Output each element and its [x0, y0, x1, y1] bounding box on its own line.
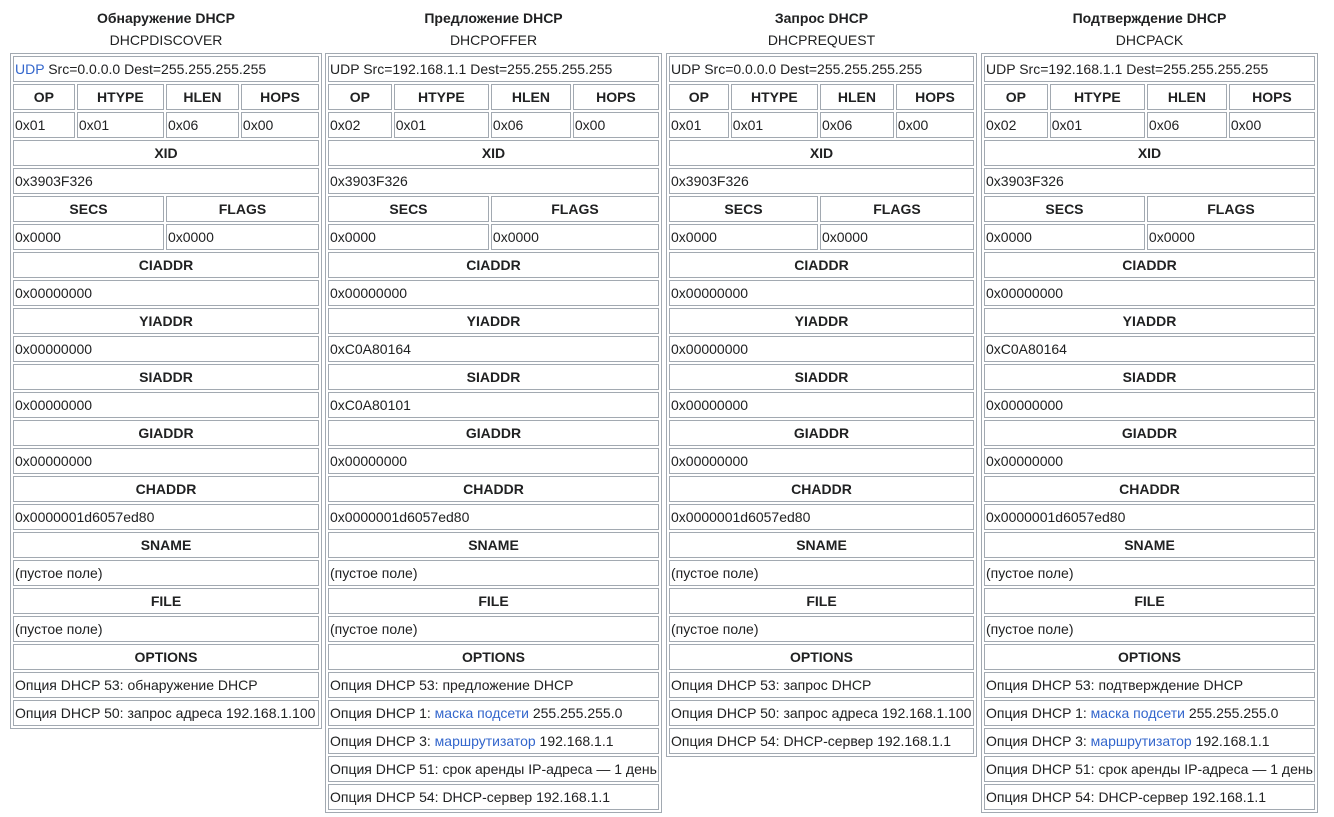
option-link[interactable]: маска подсети: [1090, 705, 1185, 721]
option-row: [669, 728, 974, 754]
packet-subtitle: DHCPREQUEST: [767, 32, 876, 48]
secs-header: SECS: [13, 196, 164, 222]
packet-caption: [325, 7, 662, 51]
hlen-header: HLEN: [1147, 84, 1227, 110]
ciaddr-header: CIADDR: [669, 252, 974, 278]
udp-addresses: UDP Src=0.0.0.0 Dest=255.255.255.255: [671, 61, 923, 77]
secs-value: 0x0000: [984, 224, 1145, 250]
secs-header: SECS: [669, 196, 818, 222]
option-text: Опция DHCP 1:: [986, 705, 1091, 721]
ciaddr-header: CIADDR: [13, 252, 319, 278]
option-row: [328, 728, 659, 754]
yiaddr-header: YIADDR: [13, 308, 319, 334]
udp-addresses: UDP Src=192.168.1.1 Dest=255.255.255.255: [330, 61, 613, 77]
file-header: FILE: [328, 588, 659, 614]
hlen-header: HLEN: [820, 84, 894, 110]
htype-header: HTYPE: [1050, 84, 1145, 110]
flags-value: 0x0000: [1147, 224, 1315, 250]
htype-value: 0x01: [1050, 112, 1145, 138]
packet-dhcpdiscover: [10, 0, 322, 729]
hlen-header: HLEN: [166, 84, 239, 110]
siaddr-value: 0xC0A80101: [328, 392, 659, 418]
flags-header: FLAGS: [166, 196, 319, 222]
hops-header: HOPS: [1229, 84, 1315, 110]
flags-value: 0x0000: [491, 224, 659, 250]
xid-value: 0x3903F326: [13, 168, 319, 194]
secs-value: 0x0000: [669, 224, 818, 250]
option-row: [669, 672, 974, 698]
ciaddr-value: 0x00000000: [13, 280, 319, 306]
options-header: OPTIONS: [669, 644, 974, 670]
ciaddr-header: CIADDR: [328, 252, 659, 278]
option-row: [669, 700, 974, 726]
secs-header: SECS: [984, 196, 1145, 222]
yiaddr-value: 0xC0A80164: [984, 336, 1315, 362]
option-text: Опция DHCP 54: DHCP-сервер 192.168.1.1: [986, 789, 1267, 805]
xid-value: 0x3903F326: [984, 168, 1315, 194]
flags-header: FLAGS: [1147, 196, 1315, 222]
options-header: OPTIONS: [328, 644, 659, 670]
option-link[interactable]: маршрутизатор: [1090, 733, 1192, 749]
sname-value: (пустое поле): [984, 560, 1315, 586]
yiaddr-header: YIADDR: [669, 308, 974, 334]
option-row: [13, 672, 319, 698]
option-row: [328, 784, 659, 810]
op-value: 0x02: [328, 112, 392, 138]
udp-header-cell: [984, 56, 1315, 82]
hlen-value: 0x06: [491, 112, 571, 138]
flags-header: FLAGS: [491, 196, 659, 222]
giaddr-header: GIADDR: [669, 420, 974, 446]
giaddr-header: GIADDR: [984, 420, 1315, 446]
siaddr-header: SIADDR: [984, 364, 1315, 390]
siaddr-header: SIADDR: [13, 364, 319, 390]
flags-header: FLAGS: [820, 196, 974, 222]
chaddr-value: 0x0000001d6057ed80: [669, 504, 974, 530]
sname-value: (пустое поле): [669, 560, 974, 586]
hlen-header: HLEN: [491, 84, 571, 110]
file-value: (пустое поле): [984, 616, 1315, 642]
option-row: [984, 672, 1315, 698]
option-text: Опция DHCP 53: подтверждение DHCP: [986, 677, 1244, 693]
packet-caption: [666, 7, 977, 51]
hlen-value: 0x06: [1147, 112, 1227, 138]
packet-subtitle: DHCPACK: [1115, 32, 1184, 48]
yiaddr-value: 0xC0A80164: [328, 336, 659, 362]
packet-dhcprequest: [666, 0, 977, 757]
secs-value: 0x0000: [13, 224, 164, 250]
option-row: [328, 756, 659, 782]
packet-table: [325, 53, 662, 813]
hlen-value: 0x06: [166, 112, 239, 138]
packet-table: [10, 53, 322, 729]
option-text: Опция DHCP 54: DHCP-сервер 192.168.1.1: [330, 789, 611, 805]
hlen-value: 0x06: [820, 112, 894, 138]
sname-header: SNAME: [13, 532, 319, 558]
option-row: [984, 756, 1315, 782]
htype-header: HTYPE: [731, 84, 818, 110]
secs-header: SECS: [328, 196, 489, 222]
packet-subtitle: DHCPOFFER: [449, 32, 538, 48]
udp-addresses: UDP Src=192.168.1.1 Dest=255.255.255.255: [986, 61, 1269, 77]
htype-value: 0x01: [394, 112, 489, 138]
option-text: Опция DHCP 53: запрос DHCP: [671, 677, 872, 693]
ciaddr-header: CIADDR: [984, 252, 1315, 278]
file-header: FILE: [669, 588, 974, 614]
packet-title: Подтверждение DHCP: [1072, 10, 1227, 26]
htype-value: 0x01: [77, 112, 164, 138]
ciaddr-value: 0x00000000: [669, 280, 974, 306]
xid-value: 0x3903F326: [328, 168, 659, 194]
yiaddr-header: YIADDR: [328, 308, 659, 334]
giaddr-value: 0x00000000: [669, 448, 974, 474]
option-value: 192.168.1.1: [535, 733, 614, 749]
option-row: [328, 700, 659, 726]
sname-header: SNAME: [669, 532, 974, 558]
giaddr-value: 0x00000000: [13, 448, 319, 474]
op-header: OP: [669, 84, 729, 110]
giaddr-value: 0x00000000: [328, 448, 659, 474]
udp-addresses: Src=0.0.0.0 Dest=255.255.255.255: [44, 61, 267, 77]
xid-header: XID: [984, 140, 1315, 166]
option-link[interactable]: маска подсети: [434, 705, 529, 721]
option-row: [984, 728, 1315, 754]
secs-value: 0x0000: [328, 224, 489, 250]
packet-title: Запрос DHCP: [774, 10, 869, 26]
udp-header-cell: [328, 56, 659, 82]
packet-table: [981, 53, 1318, 813]
option-row: [984, 700, 1315, 726]
file-value: (пустое поле): [328, 616, 659, 642]
siaddr-value: 0x00000000: [13, 392, 319, 418]
packet-table: [666, 53, 977, 757]
hops-header: HOPS: [896, 84, 974, 110]
ciaddr-value: 0x00000000: [328, 280, 659, 306]
hops-value: 0x00: [896, 112, 974, 138]
chaddr-header: CHADDR: [328, 476, 659, 502]
chaddr-header: CHADDR: [984, 476, 1315, 502]
option-text: Опция DHCP 53: обнаружение DHCP: [15, 677, 258, 693]
hops-header: HOPS: [573, 84, 659, 110]
option-text: Опция DHCP 51: срок аренды IP-адреса — 1 день: [330, 761, 657, 777]
op-value: 0x02: [984, 112, 1048, 138]
xid-value: 0x3903F326: [669, 168, 974, 194]
hops-value: 0x00: [1229, 112, 1315, 138]
siaddr-header: SIADDR: [328, 364, 659, 390]
giaddr-header: GIADDR: [328, 420, 659, 446]
udp-header-cell: [13, 56, 319, 82]
yiaddr-header: YIADDR: [984, 308, 1315, 334]
flags-value: 0x0000: [166, 224, 319, 250]
chaddr-value: 0x0000001d6057ed80: [13, 504, 319, 530]
option-text: Опция DHCP 54: DHCP-сервер 192.168.1.1: [671, 733, 952, 749]
xid-header: XID: [669, 140, 974, 166]
giaddr-header: GIADDR: [13, 420, 319, 446]
options-header: OPTIONS: [984, 644, 1315, 670]
file-value: (пустое поле): [13, 616, 319, 642]
option-row: [328, 672, 659, 698]
option-value: 255.255.255.0: [1184, 705, 1279, 721]
siaddr-value: 0x00000000: [984, 392, 1315, 418]
udp-header-cell: [669, 56, 974, 82]
siaddr-header: SIADDR: [669, 364, 974, 390]
packet-dhcpack: [981, 0, 1318, 813]
htype-value: 0x01: [731, 112, 818, 138]
option-text: Опция DHCP 50: запрос адреса 192.168.1.100: [15, 705, 316, 721]
htype-header: HTYPE: [394, 84, 489, 110]
flags-value: 0x0000: [820, 224, 974, 250]
packet-caption: [10, 7, 322, 51]
op-value: 0x01: [13, 112, 75, 138]
udp-link[interactable]: UDP: [15, 61, 45, 77]
option-value: 192.168.1.1: [1191, 733, 1270, 749]
option-text: Опция DHCP 50: запрос адреса 192.168.1.100: [671, 705, 972, 721]
yiaddr-value: 0x00000000: [13, 336, 319, 362]
giaddr-value: 0x00000000: [984, 448, 1315, 474]
packet-title: Предложение DHCP: [424, 10, 563, 26]
options-header: OPTIONS: [13, 644, 319, 670]
yiaddr-value: 0x00000000: [669, 336, 974, 362]
packet-subtitle: DHCPDISCOVER: [109, 32, 223, 48]
option-row: [13, 700, 319, 726]
sname-value: (пустое поле): [13, 560, 319, 586]
packet-title: Обнаружение DHCP: [96, 10, 236, 26]
siaddr-value: 0x00000000: [669, 392, 974, 418]
option-text: Опция DHCP 3:: [330, 733, 435, 749]
option-text: Опция DHCP 1:: [330, 705, 435, 721]
hops-value: 0x00: [241, 112, 319, 138]
hops-header: HOPS: [241, 84, 319, 110]
chaddr-value: 0x0000001d6057ed80: [328, 504, 659, 530]
hops-value: 0x00: [573, 112, 659, 138]
option-text: Опция DHCP 53: предложение DHCP: [330, 677, 574, 693]
ciaddr-value: 0x00000000: [984, 280, 1315, 306]
op-header: OP: [984, 84, 1048, 110]
packet-caption: [981, 7, 1318, 51]
sname-value: (пустое поле): [328, 560, 659, 586]
option-value: 255.255.255.0: [528, 705, 623, 721]
packet-dhcpoffer: [325, 0, 662, 813]
htype-header: HTYPE: [77, 84, 164, 110]
op-header: OP: [13, 84, 75, 110]
chaddr-header: CHADDR: [13, 476, 319, 502]
xid-header: XID: [13, 140, 319, 166]
option-link[interactable]: маршрутизатор: [434, 733, 536, 749]
option-text: Опция DHCP 51: срок аренды IP-адреса — 1 день: [986, 761, 1313, 777]
option-text: Опция DHCP 3:: [986, 733, 1091, 749]
chaddr-header: CHADDR: [669, 476, 974, 502]
op-value: 0x01: [669, 112, 729, 138]
sname-header: SNAME: [328, 532, 659, 558]
chaddr-value: 0x0000001d6057ed80: [984, 504, 1315, 530]
file-header: FILE: [984, 588, 1315, 614]
option-row: [984, 784, 1315, 810]
sname-header: SNAME: [984, 532, 1315, 558]
xid-header: XID: [328, 140, 659, 166]
file-value: (пустое поле): [669, 616, 974, 642]
op-header: OP: [328, 84, 392, 110]
file-header: FILE: [13, 588, 319, 614]
